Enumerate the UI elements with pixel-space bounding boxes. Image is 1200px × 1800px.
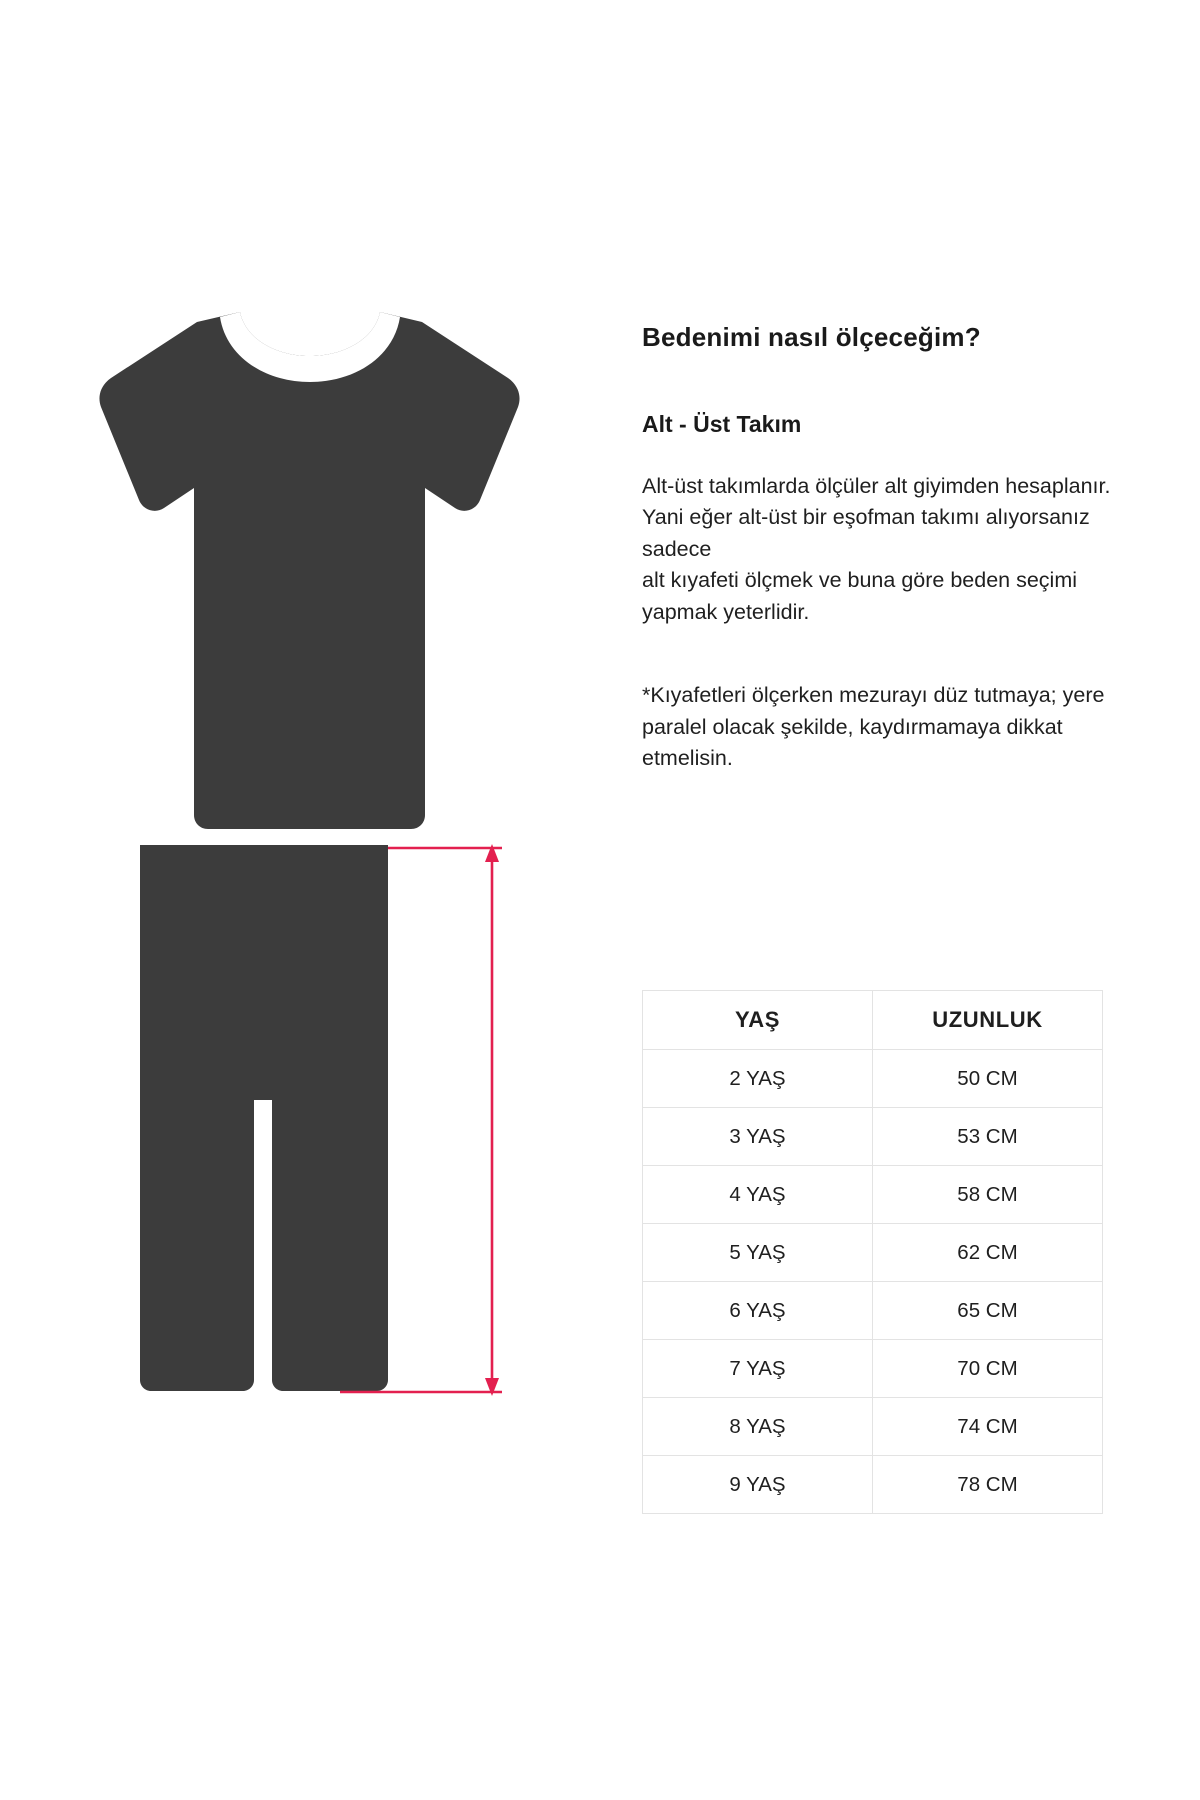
table-header-row — [643, 991, 1103, 1050]
cell-age: 5 YAŞ — [643, 1224, 873, 1282]
cell-length: 58 CM — [873, 1166, 1103, 1224]
table-body — [643, 1050, 1103, 1514]
size-guide-illustration — [40, 300, 600, 1550]
cell-age: 6 YAŞ — [643, 1282, 873, 1340]
cell-length: 65 CM — [873, 1282, 1103, 1340]
measurement-instructions: Alt-üst takımlarda ölçüler alt giyimden hesaplanır. Yani eğer alt-üst bir eşofman takımı alıyorsanız sadece alt kıyafeti ölçmek ve buna göre beden seçimi yapmak yeterlidir. — [642, 473, 1111, 624]
cell-length: 78 CM — [873, 1456, 1103, 1514]
cell-age: 8 YAŞ — [643, 1398, 873, 1456]
table-row — [643, 1108, 1103, 1166]
cell-length: 74 CM — [873, 1398, 1103, 1456]
table-header-length: UZUNLUK — [873, 991, 1103, 1050]
table-row — [643, 1224, 1103, 1282]
cell-age: 4 YAŞ — [643, 1166, 873, 1224]
cell-length: 50 CM — [873, 1050, 1103, 1108]
table-row — [643, 1166, 1103, 1224]
cell-age: 2 YAŞ — [643, 1050, 873, 1108]
cell-length: 53 CM — [873, 1108, 1103, 1166]
size-table — [642, 990, 1103, 1514]
cell-length: 70 CM — [873, 1340, 1103, 1398]
page-title: Bedenimi nasıl ölçeceğim? — [642, 322, 981, 352]
size-guide-text-column — [642, 322, 1132, 775]
section-subtitle: Alt - Üst Takım — [642, 411, 802, 438]
table-row — [643, 1050, 1103, 1108]
table-header-age: YAŞ — [643, 991, 873, 1050]
cell-age: 3 YAŞ — [643, 1108, 873, 1166]
cell-age: 9 YAŞ — [643, 1456, 873, 1514]
table-row — [643, 1282, 1103, 1340]
table-row — [643, 1340, 1103, 1398]
measurement-note: *Kıyafetleri ölçerken mezurayı düz tutmaya; yere paralel olacak şekilde, kaydırmamaya dikkat etmelisin. — [642, 683, 1105, 771]
cell-age: 7 YAŞ — [643, 1340, 873, 1398]
tshirt-shape — [99, 312, 519, 829]
table-row — [643, 1456, 1103, 1514]
table-row — [643, 1398, 1103, 1456]
size-table-wrapper — [642, 990, 1102, 1514]
cell-length: 62 CM — [873, 1224, 1103, 1282]
pants-shape — [140, 845, 388, 1391]
